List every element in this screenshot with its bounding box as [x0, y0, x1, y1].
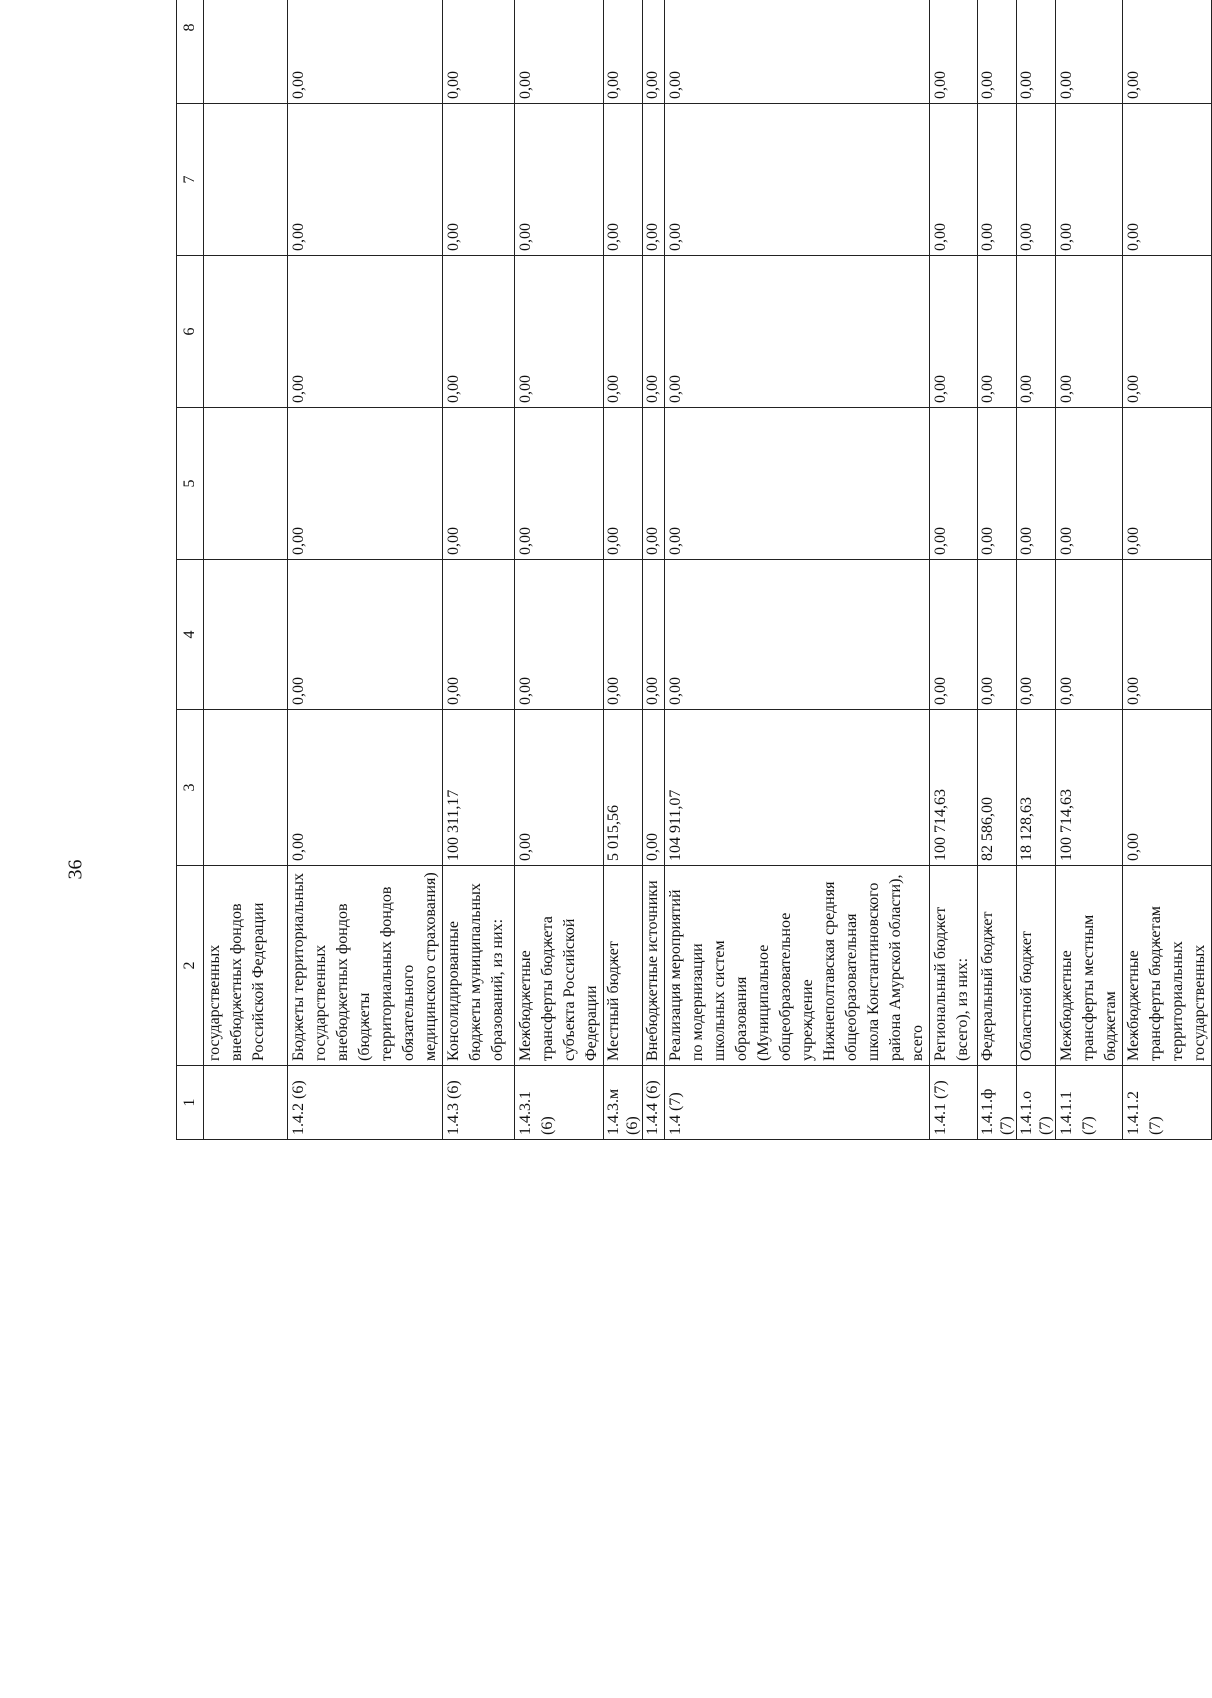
value-cell: 0,00 [443, 256, 515, 408]
value-cell: 0,00 [978, 0, 1017, 104]
value-cell: 0,00 [604, 0, 643, 104]
row-label: Консолидированные бюджеты муниципальных образований, из них: [443, 866, 515, 1066]
value-cell: 0,00 [1056, 408, 1123, 560]
row-label: государственных внебюджетных фондов Российской Федерации [204, 866, 288, 1066]
col-header: 7 [177, 104, 204, 256]
rotated-table-wrapper [176, 0, 1208, 1140]
table-row [1017, 0, 1056, 1140]
value-cell: 0,00 [604, 560, 643, 710]
table-row [288, 0, 443, 1140]
col-header: 8 [177, 0, 204, 104]
row-label: Бюджеты территориальных государственных внебюджетных фондов (бюджеты территориальных фондов обязательного медицинского страхования) [288, 866, 443, 1066]
value-cell: 0,00 [1056, 256, 1123, 408]
value-cell: 0,00 [930, 256, 978, 408]
value-cell: 100 714,63 [1056, 710, 1123, 866]
row-label: Региональный бюджет (всего), из них: [930, 866, 978, 1066]
value-cell: 0,00 [515, 710, 604, 866]
value-cell: 0,00 [643, 104, 665, 256]
table-row [443, 0, 515, 1140]
table-row [204, 0, 288, 1140]
row-label: Областной бюджет [1017, 866, 1056, 1066]
value-cell: 0,00 [288, 104, 443, 256]
value-cell: 0,00 [643, 560, 665, 710]
header-row [177, 0, 204, 1140]
value-cell: 0,00 [288, 408, 443, 560]
value-cell: 0,00 [1123, 104, 1212, 256]
row-code: 1.4.4 (6) [643, 1066, 665, 1140]
value-cell: 0,00 [1123, 710, 1212, 866]
value-cell: 0,00 [643, 710, 665, 866]
row-label: Реализация мероприятий по модернизации школьных систем образования (Муниципальное общеобразовательное учреждение Нижнеполтавская средняя общеобразовательная школа Константиновского района Амурской области), всего [665, 866, 930, 1066]
row-code: 1.4.1.ф (7) [978, 1066, 1017, 1140]
value-cell: 0,00 [604, 408, 643, 560]
value-cell: 100 714,63 [930, 710, 978, 866]
value-cell: 0,00 [604, 256, 643, 408]
value-cell: 82 586,00 [978, 710, 1017, 866]
value-cell: 0,00 [288, 710, 443, 866]
table-row [515, 0, 604, 1140]
value-cell: 0,00 [1056, 560, 1123, 710]
value-cell: 0,00 [1017, 408, 1056, 560]
value-cell: 0,00 [665, 0, 930, 104]
value-cell: 0,00 [665, 256, 930, 408]
row-code: 1.4 (7) [665, 1066, 930, 1140]
row-code: 1.4.1.о (7) [1017, 1066, 1056, 1140]
row-code: 1.4.1 (7) [930, 1066, 978, 1140]
row-code [204, 1066, 288, 1140]
value-cell: 0,00 [1123, 408, 1212, 560]
value-cell [204, 710, 288, 866]
value-cell: 0,00 [1123, 256, 1212, 408]
value-cell [204, 408, 288, 560]
value-cell: 0,00 [930, 560, 978, 710]
value-cell: 0,00 [643, 408, 665, 560]
col-header: 3 [177, 710, 204, 866]
value-cell: 0,00 [1123, 560, 1212, 710]
value-cell: 0,00 [1056, 104, 1123, 256]
row-label: Местный бюджет [604, 866, 643, 1066]
value-cell: 0,00 [1123, 0, 1212, 104]
value-cell: 0,00 [515, 256, 604, 408]
value-cell: 0,00 [978, 256, 1017, 408]
table-body [204, 0, 1212, 1140]
row-code: 1.4.3.м (6) [604, 1066, 643, 1140]
value-cell: 0,00 [665, 560, 930, 710]
value-cell: 0,00 [443, 560, 515, 710]
row-code: 1.4.3 (6) [443, 1066, 515, 1140]
value-cell: 0,00 [515, 560, 604, 710]
value-cell: 0,00 [978, 560, 1017, 710]
row-code: 1.4.2 (6) [288, 1066, 443, 1140]
value-cell: 0,00 [643, 0, 665, 104]
value-cell: 0,00 [288, 560, 443, 710]
row-label: Внебюджетные источники [643, 866, 665, 1066]
value-cell [204, 560, 288, 710]
value-cell [204, 0, 288, 104]
row-code: 1.4.1.2 (7) [1123, 1066, 1212, 1140]
col-header: 6 [177, 256, 204, 408]
budget-table [176, 0, 1212, 1140]
value-cell: 0,00 [1017, 560, 1056, 710]
value-cell: 0,00 [1017, 0, 1056, 104]
table-row [604, 0, 643, 1140]
value-cell: 0,00 [288, 256, 443, 408]
value-cell: 0,00 [978, 408, 1017, 560]
value-cell: 0,00 [1056, 0, 1123, 104]
value-cell: 0,00 [930, 408, 978, 560]
value-cell: 0,00 [978, 104, 1017, 256]
row-code: 1.4.3.1 (6) [515, 1066, 604, 1140]
value-cell: 0,00 [930, 104, 978, 256]
row-code: 1.4.1.1 (7) [1056, 1066, 1123, 1140]
value-cell: 0,00 [665, 408, 930, 560]
value-cell: 0,00 [665, 104, 930, 256]
row-label: Межбюджетные трансферты бюджетам территориальных государственных [1123, 866, 1212, 1066]
table-row [1056, 0, 1123, 1140]
col-header: 5 [177, 408, 204, 560]
table-row [978, 0, 1017, 1140]
value-cell: 104 911,07 [665, 710, 930, 866]
col-header: 4 [177, 560, 204, 710]
row-label: Межбюджетные трансферты бюджета субъекта Российской Федерации [515, 866, 604, 1066]
value-cell: 0,00 [515, 104, 604, 256]
value-cell: 0,00 [1017, 104, 1056, 256]
col-header: 1 [177, 1066, 204, 1140]
table-row [665, 0, 930, 1140]
value-cell: 0,00 [515, 408, 604, 560]
value-cell [204, 104, 288, 256]
value-cell: 0,00 [643, 256, 665, 408]
table-row [930, 0, 978, 1140]
value-cell: 0,00 [930, 0, 978, 104]
table-row [643, 0, 665, 1140]
value-cell: 18 128,63 [1017, 710, 1056, 866]
value-cell [204, 256, 288, 408]
col-header: 2 [177, 866, 204, 1066]
value-cell: 0,00 [515, 0, 604, 104]
row-label: Межбюджетные трансферты местным бюджетам [1056, 866, 1123, 1066]
value-cell: 0,00 [604, 104, 643, 256]
row-label: Федеральный бюджет [978, 866, 1017, 1066]
page-number: 36 [64, 859, 87, 880]
value-cell: 5 015,56 [604, 710, 643, 866]
value-cell: 0,00 [1017, 256, 1056, 408]
value-cell: 100 311,17 [443, 710, 515, 866]
table-row [1123, 0, 1212, 1140]
value-cell: 0,00 [443, 0, 515, 104]
value-cell: 0,00 [443, 104, 515, 256]
value-cell: 0,00 [288, 0, 443, 104]
value-cell: 0,00 [443, 408, 515, 560]
